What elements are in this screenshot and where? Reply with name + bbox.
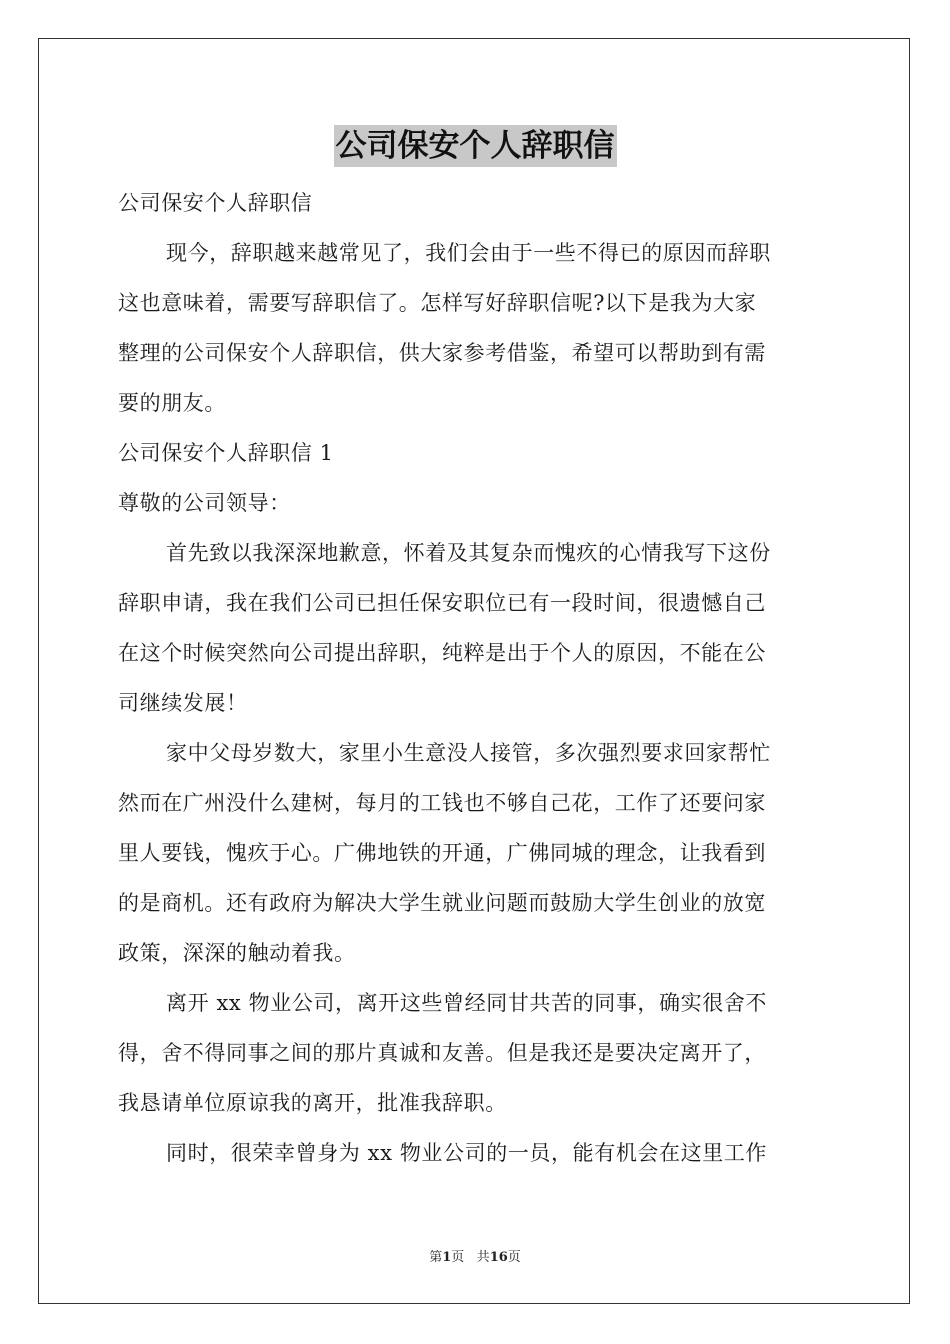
- footer-page-number: 1: [442, 1250, 452, 1265]
- footer-total-prefix: 共: [476, 1250, 490, 1265]
- text-line: 首先致以我深深地歉意，怀着及其复杂而愧疚的心情我写下这份: [166, 541, 771, 565]
- text-line: 公司保安个人辞职信 1: [118, 441, 334, 465]
- text-line: 这也意味着，需要写辞职信了。怎样写好辞职信呢?以下是我为大家: [118, 291, 757, 315]
- footer-total-pages: 16: [489, 1250, 508, 1265]
- text-line: 然而在广州没什么建树，每月的工钱也不够自己花，工作了还要问家: [118, 791, 766, 815]
- text-line: 我恳请单位原谅我的离开，批准我辞职。: [118, 1091, 507, 1115]
- footer-page-suffix: 页: [451, 1250, 465, 1265]
- text-line: 政策，深深的触动着我。: [118, 941, 356, 965]
- text-line: 里人要钱，愧疚于心。广佛地铁的开通，广佛同城的理念，让我看到: [118, 841, 766, 865]
- text-line: 的是商机。还有政府为解决大学生就业问题而鼓励大学生创业的放宽: [118, 891, 766, 915]
- text-line: 同时，很荣幸曾身为 xx 物业公司的一员，能有机会在这里工作: [166, 1141, 768, 1165]
- text-line: 要的朋友。: [118, 391, 226, 415]
- text-line: 家中父母岁数大，家里小生意没人接管，多次强烈要求回家帮忙: [166, 741, 771, 765]
- document-body: [118, 178, 836, 1178]
- text-line: 尊敬的公司领导：: [118, 491, 291, 515]
- footer-prefix: 第: [429, 1250, 443, 1265]
- footer-total-suffix: 页: [507, 1250, 521, 1265]
- title-container: [0, 125, 950, 167]
- text-line: 在这个时候突然向公司提出辞职，纯粹是出于个人的原因，不能在公: [118, 641, 766, 665]
- text-line: 离开 xx 物业公司，离开这些曾经同甘共苦的同事，确实很舍不: [166, 991, 768, 1015]
- page-footer: [0, 1246, 950, 1265]
- text-line: 辞职申请，我在我们公司已担任保安职位已有一段时间，很遗憾自己: [118, 591, 766, 615]
- text-line: 公司保安个人辞职信: [118, 191, 313, 215]
- text-line: 司继续发展！: [118, 691, 248, 715]
- text-line: 整理的公司保安个人辞职信，供大家参考借鉴，希望可以帮助到有需: [118, 341, 766, 365]
- document-title: 公司保安个人辞职信: [334, 125, 617, 167]
- text-line: 得，舍不得同事之间的那片真诚和友善。但是我还是要决定离开了，: [118, 1041, 766, 1065]
- text-line: 现今，辞职越来越常见了，我们会由于一些不得已的原因而辞职: [166, 241, 771, 265]
